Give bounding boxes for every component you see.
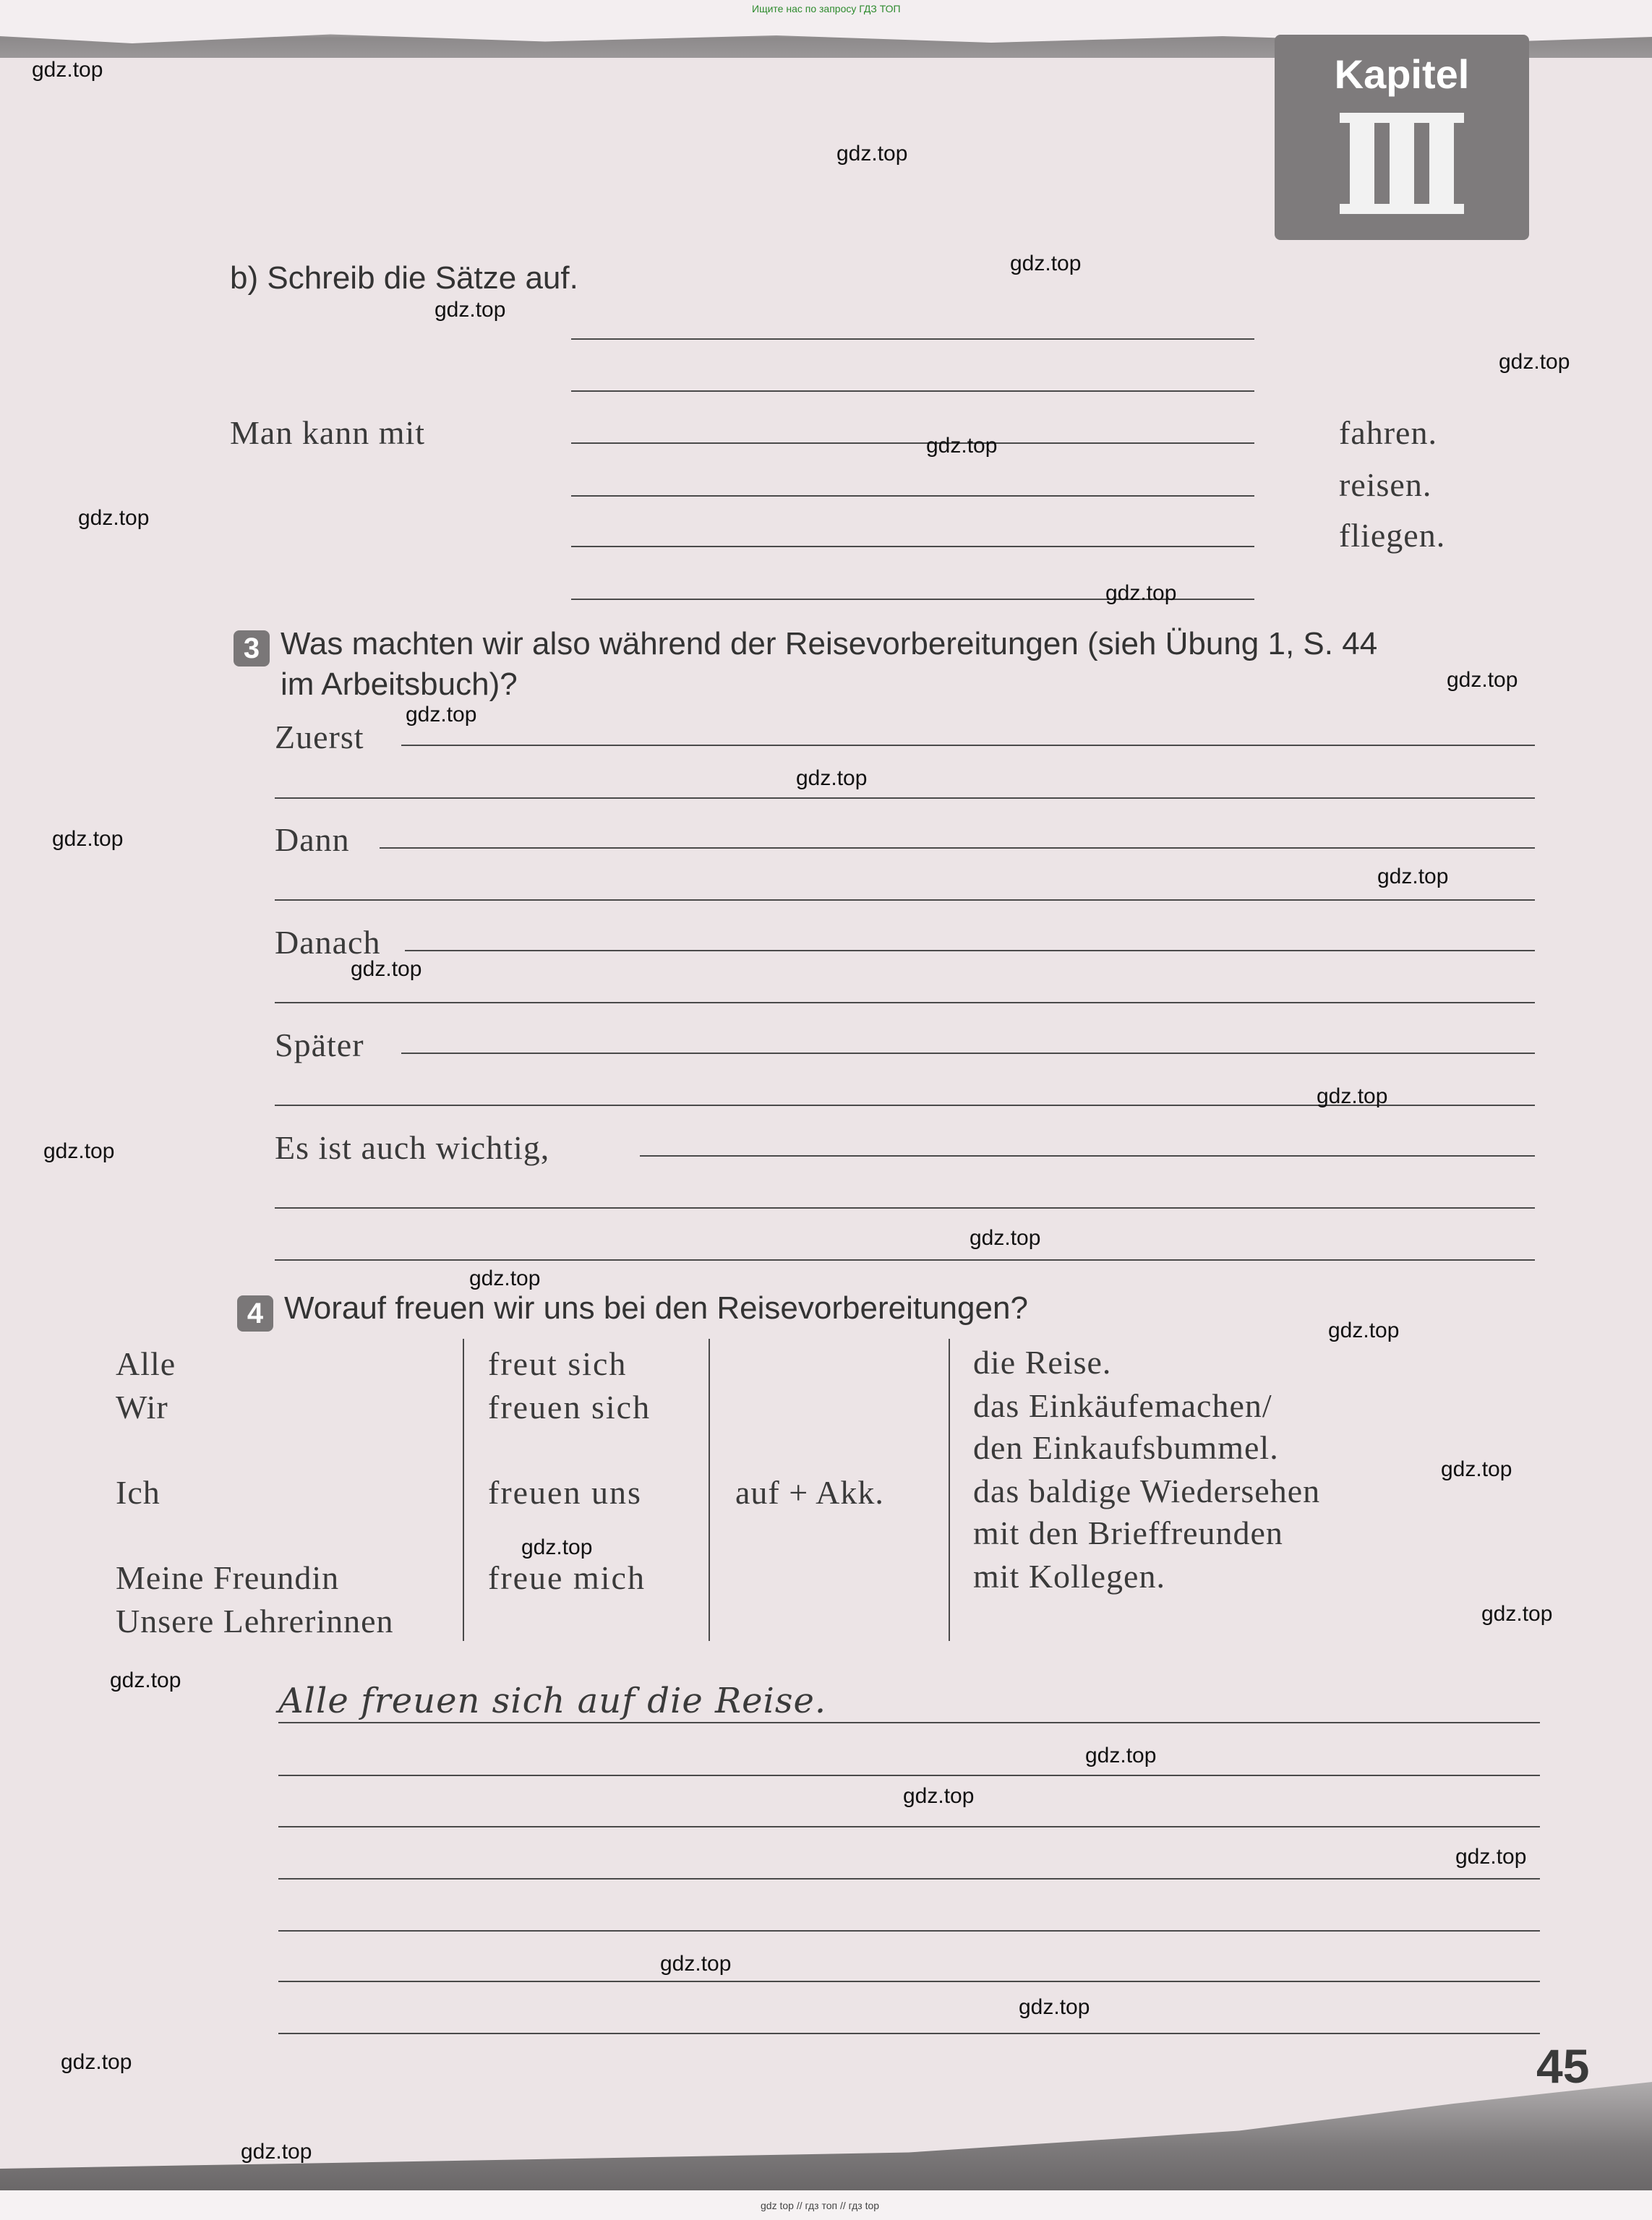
verb-freut-sich: freut sich — [488, 1345, 628, 1382]
prompt-spaeter: Später — [275, 1027, 364, 1063]
object-baldige-wiedersehen: das baldige Wiedersehen — [973, 1473, 1321, 1509]
watermark: gdz.top — [1010, 252, 1082, 275]
task-3-question-line2: im Arbeitsbuch)? — [281, 667, 518, 702]
task-b-instruction: b) Schreib die Sätze auf. — [230, 260, 578, 296]
answer-line[interactable] — [571, 390, 1254, 392]
task-b-sentence-start: Man kann mit — [230, 414, 426, 451]
answer-line[interactable] — [278, 1981, 1540, 1982]
table-divider — [709, 1339, 710, 1641]
answer-line[interactable] — [278, 1722, 1540, 1723]
watermark: gdz.top — [836, 142, 908, 166]
watermark: gdz.top — [1455, 1845, 1527, 1869]
table-divider — [463, 1339, 464, 1641]
watermark: gdz.top — [241, 2140, 312, 2164]
kapitel-label: Kapitel — [1334, 51, 1470, 97]
kapitel-badge — [1275, 35, 1529, 240]
answer-line[interactable] — [275, 797, 1535, 799]
answer-line[interactable] — [275, 899, 1535, 901]
verb-freue-mich: freue mich — [488, 1559, 646, 1596]
watermark: gdz.top — [43, 1139, 115, 1163]
answer-line[interactable] — [571, 546, 1254, 547]
prompt-es-ist-auch-wichtig: Es ist auch wichtig, — [275, 1129, 550, 1166]
task-3-number-badge: 3 — [234, 630, 270, 667]
answer-line[interactable] — [571, 338, 1254, 340]
watermark: gdz.top — [1328, 1319, 1400, 1342]
task-3-question-line1: Was machten wir also während der Reisevorbereitungen (sieh Übung 1, S. 44 — [281, 626, 1378, 661]
watermark: gdz.top — [1317, 1084, 1388, 1108]
verb-freuen-uns: freuen uns — [488, 1474, 642, 1511]
watermark: gdz.top — [110, 1668, 181, 1692]
answer-line[interactable] — [275, 1002, 1535, 1003]
object-einkaeufemachen: das Einkäufemachen/ — [973, 1387, 1272, 1424]
watermark: gdz.top — [903, 1784, 975, 1808]
prompt-zuerst: Zuerst — [275, 719, 364, 755]
answer-line[interactable] — [278, 1878, 1540, 1880]
watermark: gdz.top — [926, 434, 998, 458]
watermark: gdz.top — [1447, 668, 1518, 692]
roman-numeral-three-icon — [1344, 113, 1460, 214]
torn-paper-bottom-edge — [0, 2082, 1652, 2190]
watermark: gdz.top — [660, 1952, 732, 1976]
answer-line[interactable] — [278, 1930, 1540, 1932]
answer-line[interactable] — [571, 442, 1254, 444]
answer-line[interactable] — [401, 1053, 1535, 1054]
object-mit-kollegen: mit Kollegen. — [973, 1558, 1165, 1595]
watermark: gdz.top — [1105, 581, 1177, 605]
subject-ich: Ich — [116, 1474, 161, 1511]
watermark: gdz.top — [351, 957, 422, 981]
prompt-danach: Danach — [275, 924, 381, 961]
answer-line[interactable] — [278, 2033, 1540, 2034]
answer-line[interactable] — [640, 1155, 1535, 1157]
object-die-reise: die Reise. — [973, 1344, 1112, 1381]
table-divider — [949, 1339, 950, 1641]
subject-alle: Alle — [116, 1345, 176, 1382]
answer-line[interactable] — [278, 1826, 1540, 1827]
watermark: gdz.top — [521, 1535, 593, 1559]
watermark: gdz.top — [61, 2050, 132, 2074]
watermark: gdz.top — [32, 58, 103, 82]
preposition-auf-akk: auf + Akk. — [735, 1474, 884, 1511]
answer-line[interactable] — [380, 847, 1535, 849]
answer-line[interactable] — [405, 950, 1535, 951]
object-mit-den-brieffreunden: mit den Brieffreunden — [973, 1514, 1283, 1551]
watermark: gdz.top — [406, 703, 477, 727]
subject-unsere-lehrerinnen: Unsere Lehrerinnen — [116, 1603, 394, 1640]
watermark: gdz.top — [52, 827, 124, 851]
ending-fliegen: fliegen. — [1339, 517, 1446, 554]
top-banner-text: Ищите нас по запросу ГДЗ ТОП — [752, 3, 901, 14]
watermark: gdz.top — [796, 766, 868, 790]
task-4-question: Worauf freuen wir uns bei den Reisevorbereitungen? — [284, 1290, 1028, 1326]
answer-line[interactable] — [275, 1207, 1535, 1209]
answer-line[interactable] — [401, 745, 1535, 746]
verb-freuen-sich: freuen sich — [488, 1389, 651, 1426]
watermark: gdz.top — [1441, 1457, 1512, 1481]
subject-wir: Wir — [116, 1389, 168, 1426]
watermark: gdz.top — [435, 298, 506, 322]
answer-line[interactable] — [571, 495, 1254, 497]
watermark: gdz.top — [1377, 865, 1449, 888]
watermark: gdz.top — [1019, 1995, 1090, 2019]
example-answer: Alle freuen sich auf die Reise. — [278, 1681, 827, 1721]
watermark: gdz.top — [78, 506, 150, 530]
answer-line[interactable] — [278, 1775, 1540, 1776]
watermark: gdz.top — [1481, 1602, 1553, 1626]
task-4-number-badge: 4 — [237, 1295, 273, 1332]
answer-line[interactable] — [275, 1259, 1535, 1261]
ending-fahren: fahren. — [1339, 414, 1437, 451]
watermark: gdz.top — [469, 1267, 541, 1290]
ending-reisen: reisen. — [1339, 466, 1432, 503]
prompt-dann: Dann — [275, 821, 350, 858]
subject-meine-freundin: Meine Freundin — [116, 1559, 340, 1596]
page-number: 45 — [1536, 2039, 1590, 2093]
watermark: gdz.top — [970, 1226, 1041, 1250]
object-einkaufsbummel: den Einkaufsbummel. — [973, 1429, 1279, 1466]
watermark: gdz.top — [1499, 350, 1570, 374]
bottom-banner-text: gdz top // гдз топ // гдз top — [761, 2200, 880, 2211]
watermark: gdz.top — [1085, 1744, 1157, 1767]
